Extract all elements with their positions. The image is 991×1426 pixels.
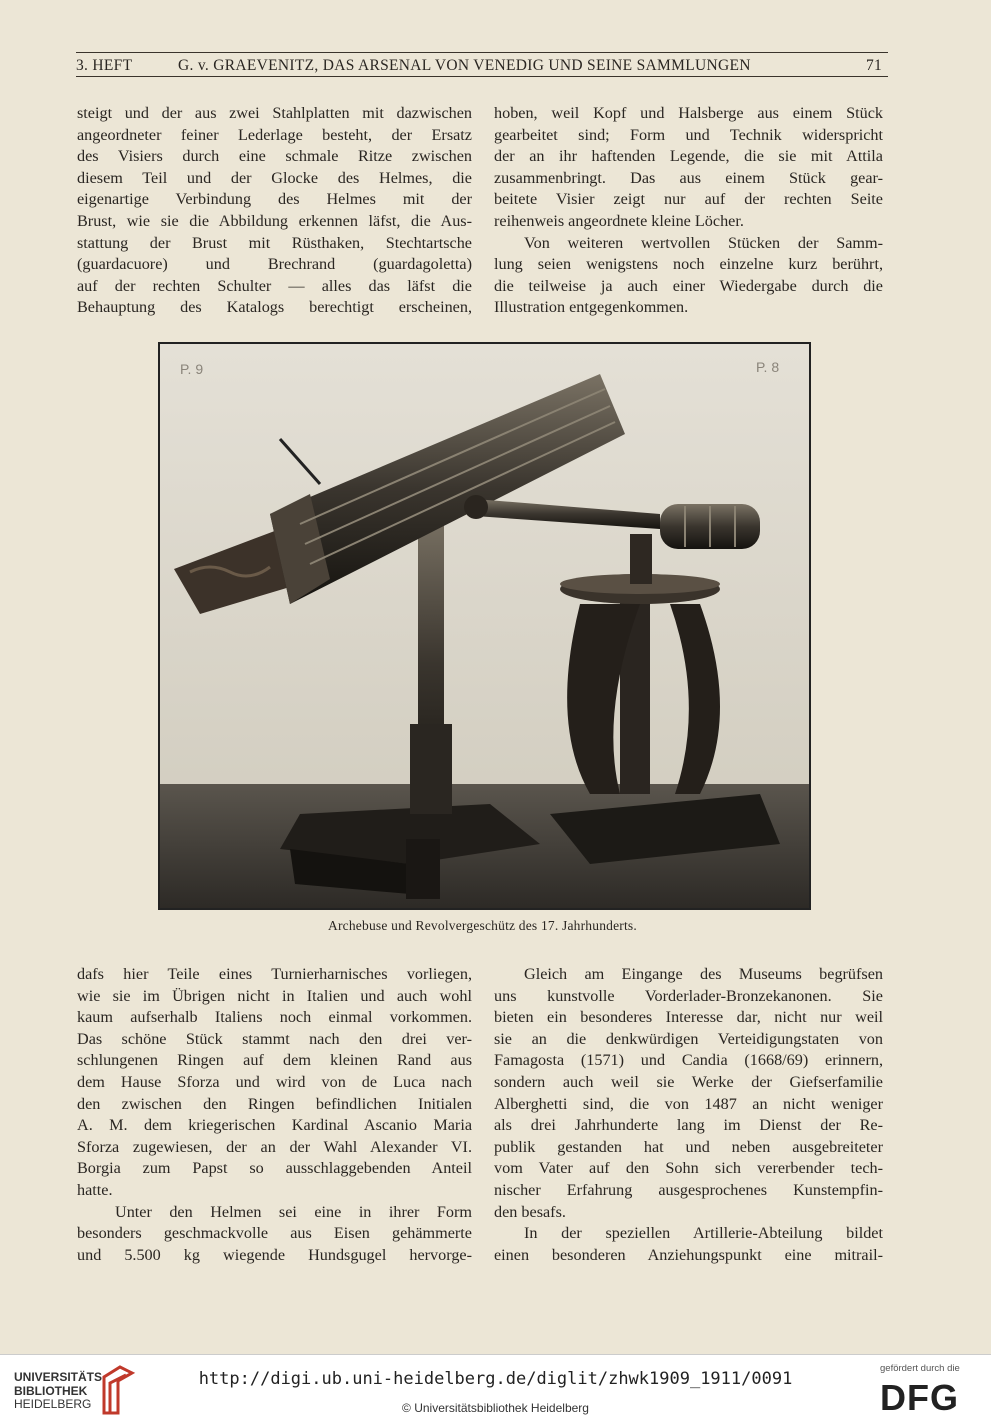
footer-bar: [0, 1354, 991, 1426]
funding-label: gefördert durch die: [880, 1363, 960, 1374]
text-line: beitete Visier zeigt nur auf der rechten Seite: [494, 190, 883, 209]
text-line: hatte.: [77, 1180, 113, 1199]
text-line: Behauptung des Katalogs berechtigt erscheinen,: [77, 298, 472, 317]
text-line: auf der rechten Schulter — alles das läfst die: [77, 276, 472, 295]
text-line: Unter den Helmen sei eine in ihrer Form: [115, 1202, 472, 1221]
copyright-notice: © Universitätsbibliothek Heidelberg: [402, 1401, 589, 1415]
text-line: zusammenbringt. Das aus einem Stück gear-: [494, 168, 883, 187]
text-line: besonders geschmackvolle aus Eisen gehämmerte: [77, 1224, 472, 1243]
column-left-bottom: [77, 964, 472, 1266]
permalink-url[interactable]: http://digi.ub.uni-heidelberg.de/diglit/zhwk1909_1911/0091: [198, 1369, 793, 1389]
text-line: des Visiers durch eine schmale Ritze zwischen: [77, 147, 472, 166]
text-line: schlungenen Ringen auf dem kleinen Rand aus: [77, 1051, 472, 1070]
text-line: In der speziellen Artillerie-Abteilung bildet: [524, 1224, 883, 1243]
text-line: die teilweise ja auch einer Wiedergabe durch die: [494, 276, 883, 295]
text-line: Gleich am Eingange des Museums begrüfsen: [524, 965, 883, 983]
text-line: den besafs.: [494, 1202, 566, 1221]
text-line: bieten ein besonderes Interesse dar, nicht nur weil: [494, 1008, 883, 1027]
text-line: publik gestanden hat und neben ausgebreiteter: [494, 1137, 883, 1156]
text-line: lung seien wenigstens noch einzelne kurz berührt,: [494, 255, 883, 274]
text-line: reihenweis angeordnete kleine Löcher.: [494, 211, 744, 230]
logo-line-2: BIBLIOTHEK: [14, 1383, 88, 1398]
text-line: Famagosta (1571) und Candia (1668/69) erinnern,: [494, 1051, 883, 1070]
text-line: nischer Erfahrung ausgesprochenes Kunstempfin-: [494, 1180, 883, 1199]
text-line: gearbeitet sind; Form und Technik widerspricht: [494, 125, 883, 144]
text-line: (guardacuore) und Brechrand (guardagoletta): [77, 255, 472, 274]
text-line: sie an die denkwürdigen Verteidigungstaten von: [494, 1029, 883, 1048]
text-line: den zwischen den Ringen befindlichen Initialen: [77, 1094, 472, 1113]
text-line: sondern auch weil sie Werke der Giefserfamilie: [494, 1072, 883, 1091]
text-line: dafs hier Teile eines Turnierharnisches vorliegen,: [77, 965, 472, 983]
logo-line-3: HEIDELBERG: [14, 1397, 92, 1411]
header-rule-top: [76, 52, 888, 53]
figure-caption: Archebuse und Revolvergeschütz des 17. Jahrhunderts.: [328, 918, 637, 933]
text-line: uns kunstvolle Vorderlader-Bronzekanonen. Sie: [494, 986, 883, 1005]
text-line: Illustration entgegenkommen.: [494, 298, 689, 317]
text-line: A. M. dem kriegerischen Kardinal Ascanio Maria: [77, 1116, 472, 1135]
figure-label-right: P. 8: [756, 359, 780, 375]
text-line: einen besonderen Anziehungspunkt eine mitrail-: [494, 1245, 883, 1264]
header-rule-bottom: [76, 76, 888, 77]
issue-label: 3. HEFT: [76, 57, 133, 74]
text-line: Von weiteren wertvollen Stücken der Samm-: [524, 233, 883, 252]
dfg-logo: DFG: [880, 1377, 959, 1418]
text-line: wie sie im Übrigen nicht in Italien und auch wohl: [77, 986, 472, 1005]
logo-line-1: UNIVERSITÄTS-: [14, 1370, 107, 1384]
column-left-top: [77, 103, 472, 319]
text-line: diesem Teil und der Glocke des Helmes, die: [77, 168, 472, 187]
text-line: stattung der Brust mit Rüsthaken, Stechtartsche: [77, 233, 472, 252]
text-line: Brust, wie sie die Abbildung erkennen läfst, die Aus-: [77, 211, 472, 230]
page-number: 71: [866, 57, 883, 74]
text-line: Das schöne Stück stammt nach den drei ver-: [77, 1029, 472, 1048]
text-line: kaum aufserhalb Italiens noch einmal vorkommen.: [77, 1008, 472, 1027]
text-line: angeordneter feiner Lederlage besteht, der Ersatz: [77, 125, 472, 144]
photograph-archebuse-revolver-gun: [158, 342, 811, 910]
text-line: steigt und der aus zwei Stahlplatten mit dazwischen: [77, 104, 472, 122]
column-right-top: [494, 103, 883, 319]
text-line: als drei Jahrhunderte lang im Dienst der Re-: [494, 1116, 883, 1135]
text-line: und 5.500 kg wiegende Hundsgugel hervorge-: [77, 1245, 472, 1264]
text-line: eigenartige Verbindung des Helmes mit der: [77, 190, 472, 209]
text-line: hoben, weil Kopf und Halsberge aus einem Stück: [494, 104, 883, 122]
text-line: Borgia zum Papst so ausschlaggebenden Anteil: [77, 1159, 472, 1178]
running-title: G. v. GRAEVENITZ, DAS ARSENAL VON VENEDIG UND SEINE SAMMLUNGEN: [178, 57, 751, 74]
text-line: vom Vater auf den Sohn sich vererbender tech-: [494, 1159, 883, 1178]
column-right-bottom: [494, 964, 883, 1266]
text-line: Sforza zugewiesen, der an der Wahl Alexander VI.: [77, 1137, 472, 1156]
text-line: der an ihr haftenden Legende, die sie mit Attila: [494, 147, 883, 166]
figure-label-left: P. 9: [180, 361, 204, 377]
text-line: Alberghetti sind, die von 1487 an nicht weniger: [494, 1094, 883, 1113]
text-line: dem Hause Sforza und wird von de Luca nach: [77, 1072, 472, 1091]
